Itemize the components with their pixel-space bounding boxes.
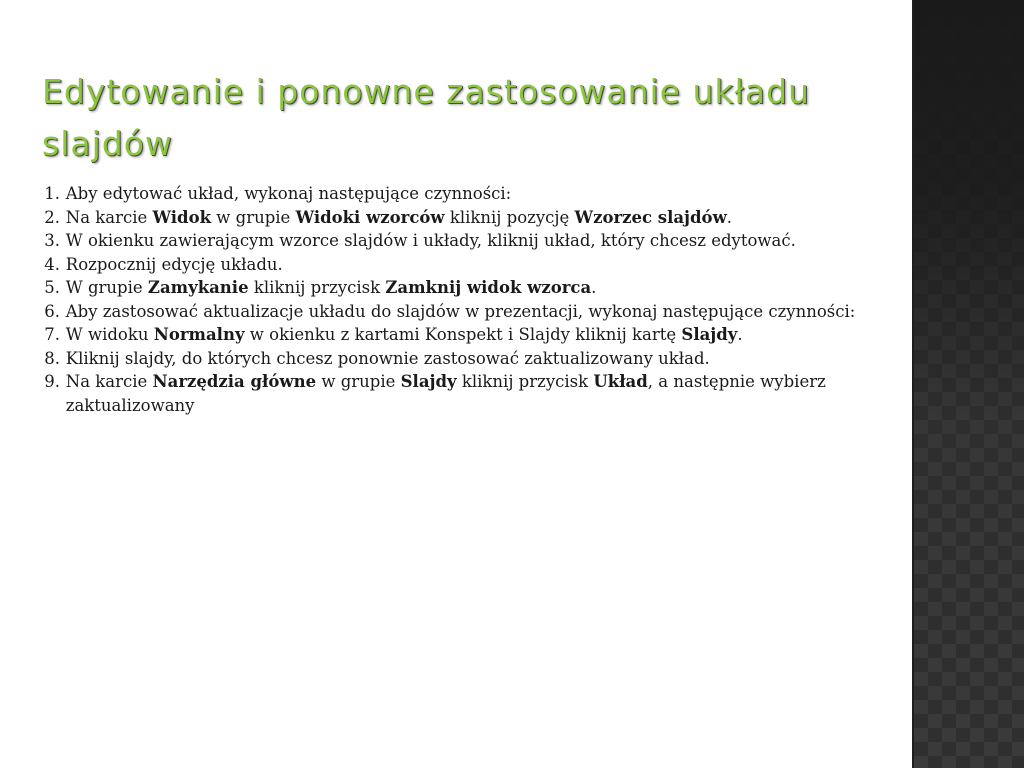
step-text <box>66 206 884 230</box>
step-text-bold: Układ <box>593 372 648 391</box>
slide-title: Edytowanie i ponowne zastosowanie układu slajdów <box>42 72 810 163</box>
step-text <box>66 229 884 253</box>
step-item <box>24 182 884 206</box>
step-item <box>24 347 884 371</box>
step-text-segment: . <box>737 325 743 344</box>
step-text-segment: , a następnie wybierz zaktualizowany <box>65 372 826 415</box>
step-text <box>66 276 884 300</box>
step-text-bold: Widok <box>152 207 212 227</box>
step-text <box>66 300 884 324</box>
step-text-bold: Normalny <box>153 325 245 344</box>
step-text-segment: Aby edytować układ, wykonaj następujące czynności: <box>65 184 512 203</box>
steps-list <box>24 182 884 417</box>
step-number: 2. <box>44 207 60 227</box>
step-number: 6. <box>44 301 60 321</box>
step-number: 5. <box>44 278 60 297</box>
step-text-segment: kliknij pozycję <box>444 207 575 227</box>
step-text-bold: Zamknij widok wzorca <box>385 278 592 297</box>
step-number: 9. <box>44 372 60 391</box>
step-item <box>24 206 884 230</box>
step-text-segment: Aby zastosować aktualizacje układu do slajdów w prezentacji, wykonaj następujące czynności: <box>65 301 856 321</box>
step-text-bold: Zamykanie <box>147 278 249 297</box>
step-text-segment: w grupie <box>316 372 401 391</box>
step-text <box>66 253 884 277</box>
step-text-segment: . <box>726 207 733 227</box>
step-text-bold: Slajdy <box>400 372 457 391</box>
step-item <box>24 253 884 277</box>
step-item <box>24 276 884 300</box>
step-text-segment: Kliknij slajdy, do których chcesz ponownie zastosować zaktualizowany układ. <box>65 348 710 368</box>
step-text-bold: Narzędzia główne <box>152 372 317 391</box>
step-text-segment: w okienku z kartami Konspekt i Slajdy kliknij kartę <box>244 325 682 344</box>
step-text-segment: Rozpocznij edycję układu. <box>65 254 283 274</box>
step-text-segment: Na karcie <box>65 207 153 227</box>
step-text <box>66 370 884 417</box>
step-text-segment: W okienku zawierającym wzorce slajdów i układy, kliknij układ, który chcesz edytować. <box>65 231 796 250</box>
step-text <box>66 323 884 347</box>
step-number: 4. <box>44 254 60 274</box>
step-item <box>24 370 884 417</box>
decorative-side-panel <box>912 0 1024 768</box>
step-text-segment: Na karcie <box>65 372 153 391</box>
step-number: 8. <box>44 348 60 368</box>
step-text-bold: Wzorzec slajdów <box>574 207 727 227</box>
step-text-bold: Slajdy <box>681 325 738 344</box>
step-number: 1. <box>44 184 60 203</box>
step-text <box>66 182 884 206</box>
step-text-segment: kliknij przycisk <box>248 278 386 297</box>
step-item <box>24 229 884 253</box>
step-text-segment: W widoku <box>65 325 154 344</box>
step-text-bold: Widoki wzorców <box>295 207 445 227</box>
step-number: 3. <box>44 231 60 250</box>
step-item <box>24 323 884 347</box>
step-item <box>24 300 884 324</box>
step-text <box>66 347 884 371</box>
step-text-segment: . <box>591 278 597 297</box>
step-number: 7. <box>44 325 60 344</box>
step-text-segment: w grupie <box>211 207 296 227</box>
step-text-segment: kliknij przycisk <box>456 372 594 391</box>
step-text-segment: W grupie <box>65 278 148 297</box>
